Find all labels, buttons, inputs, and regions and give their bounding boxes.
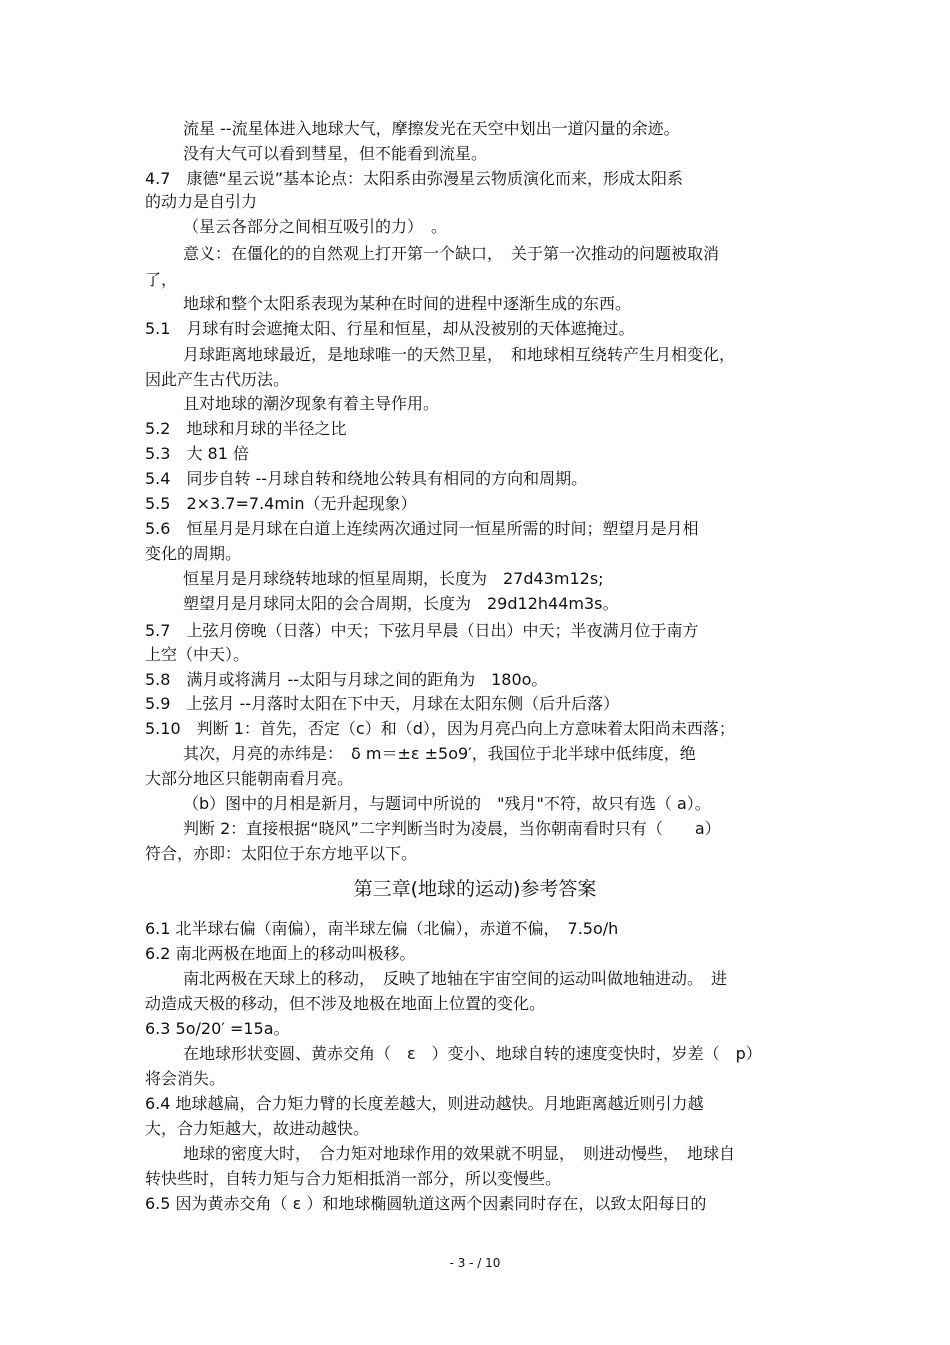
- text-line: 变化的周期。: [145, 544, 242, 563]
- text-line: （b）图中的月相是新月，与题词中所说的 "残月"不符，故只有选（ a）。: [183, 794, 711, 813]
- text-line: 塑望月是月球同太阳的会合周期，长度为 29d12h44m3s。: [183, 594, 619, 613]
- text-line: （星云各部分之间相互吸引的力） 。: [183, 217, 448, 236]
- text-line: 意义：在僵化的的自然观上打开第一个缺口， 关于第一次推动的问题被取消: [183, 244, 720, 263]
- text-line: 大部分地区只能朝南看月亮。: [145, 769, 354, 788]
- text-line: 地球和整个太阳系表现为某种在时间的进程中逐渐生成的东西。: [183, 294, 632, 313]
- text-line: 动造成天极的移动，但不涉及地极在地面上位置的变化。: [145, 994, 546, 1013]
- text-line: 5.3 大 81 倍: [145, 444, 249, 463]
- text-line: 5.2 地球和月球的半径之比: [145, 419, 347, 438]
- text-line: 5.5 2×3.7=7.4min（无升起现象）: [145, 494, 417, 513]
- text-line: 了，: [145, 270, 178, 289]
- text-line: 月球距离地球最近，是地球唯一的天然卫星， 和地球相互绕转产生月相变化，: [183, 345, 736, 364]
- text-line: 5.8 满月或将满月 --太阳与月球之间的距角为 180o。: [145, 670, 548, 689]
- text-line: 在地球形状变圆、黄赤交角（ ε ）变小、地球自转的速度变快时，岁差（ p）: [183, 1044, 762, 1063]
- text-line: 6.2 南北两极在地面上的移动叫极移。: [145, 944, 416, 963]
- text-line: 上空（中天）。: [145, 645, 250, 664]
- text-line: 6.3 5o/20′ =15a。: [145, 1019, 290, 1038]
- text-line: 6.4 地球越扁，合力矩力臂的长度差越大，则进动越快。月地距离越近则引力越: [145, 1094, 704, 1113]
- page-number: - 3 - / 10: [449, 1256, 501, 1270]
- text-line: 5.10 判断 1：首先，否定（c）和（d），因为月亮凸向上方意味着太阳尚未西落；: [145, 719, 735, 738]
- text-line: 将会消失。: [145, 1069, 226, 1088]
- text-line: 4.7 康德“星云说”基本论点：太阳系由弥漫星云物质演化而来，形成太阳系: [145, 169, 684, 188]
- text-line: 5.1 月球有时会遮掩太阳、行星和恒星，却从没被别的天体遮掩过。: [145, 319, 635, 338]
- text-line: 其次，月亮的赤纬是： δ m＝±ε ±5o9′，我国位于北半球中低纬度，绝: [183, 744, 696, 763]
- text-line: 5.4 同步自转 --月球自转和绕地公转具有相同的方向和周期。: [145, 469, 588, 488]
- text-line: 恒星月是月球绕转地球的恒星周期，长度为 27d43m12s;: [183, 569, 604, 588]
- text-line: 5.7 上弦月傍晚（日落）中天；下弦月早晨（日出）中天；半夜满月位于南方: [145, 621, 699, 640]
- chapter-heading: 第三章(地球的运动)参考答案: [353, 878, 597, 900]
- text-line: 大，合力矩越大，故进动越快。: [145, 1119, 370, 1138]
- text-line: 流星 --流星体进入地球大气，摩擦发光在天空中划出一道闪量的余迹。: [183, 119, 680, 138]
- text-line: 且对地球的潮汐现象有着主导作用。: [183, 394, 440, 413]
- text-line: 转快些时，自转力矩与合力矩相抵消一部分，所以变慢些。: [145, 1169, 562, 1188]
- text-line: 没有大气可以看到彗星，但不能看到流星。: [183, 144, 488, 163]
- text-line: 符合，亦即：太阳位于东方地平以下。: [145, 844, 418, 863]
- text-line: 5.6 恒星月是月球在白道上连续两次通过同一恒星所需的时间；塑望月是月相: [145, 519, 699, 538]
- text-line: 南北两极在天球上的移动， 反映了地轴在宇宙空间的运动叫做地轴进动。 进: [183, 969, 728, 988]
- text-line: 6.5 因为黄赤交角（ ε ）和地球椭圆轨道这两个因素同时存在，以致太阳每日的: [145, 1194, 707, 1213]
- text-line: 地球的密度大时， 合力矩对地球作用的效果就不明显， 则进动慢些， 地球自: [183, 1144, 736, 1163]
- text-line: 因此产生古代历法。: [145, 370, 290, 389]
- text-line: 的动力是自引力: [145, 192, 258, 211]
- text-line: 6.1 北半球右偏（南偏），南半球左偏（北偏），赤道不偏， 7.5o/h: [145, 919, 619, 938]
- text-line: 5.9 上弦月 --月落时太阳在下中天，月球在太阳东侧（后升后落）: [145, 694, 620, 713]
- text-line: 判断 2：直接根据“晓风”二字判断当时为凌晨，当你朝南看时只有（ a）: [183, 819, 721, 838]
